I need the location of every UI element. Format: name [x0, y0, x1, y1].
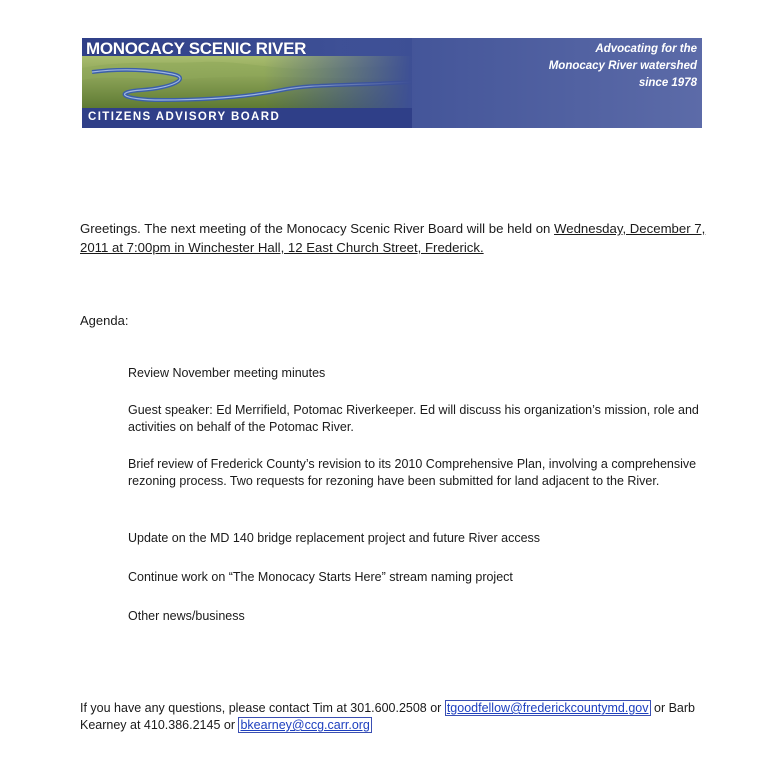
- contact-paragraph: [80, 700, 730, 734]
- email-link-tgoodfellow[interactable]: tgoodfellow@frederickcountymd.gov: [446, 701, 649, 715]
- greeting-paragraph: [80, 219, 720, 257]
- tagline-line-3: since 1978: [638, 77, 697, 89]
- greeting-text: Greetings. The next meeting of the Monocacy Scenic River Board will be held on: [80, 221, 555, 236]
- contact-text-2: or Barb Kearney at 410.386.2145 or: [80, 701, 695, 732]
- tagline-line-1: Advocating for the: [595, 43, 697, 55]
- agenda-item-other-business: Other news/business: [128, 609, 245, 623]
- agenda-item-bridge-update: Update on the MD 140 bridge replacement project and future River access: [128, 531, 541, 545]
- banner-title: MONOCACY SCENIC RIVER: [86, 39, 307, 58]
- agenda-item-comprehensive-plan: Brief review of Frederick County’s revision to its 2010 Comprehensive Plan, involving a comprehensive rezoning process. Two requests for rezoning have been submitted for land adjacent to the River.: [128, 457, 697, 488]
- agenda-item-guest-speaker: Guest speaker: Ed Merrifield, Potomac Riverkeeper. Ed will discuss his organization’s mission, role and activities on behalf of the Potomac River.: [128, 403, 699, 434]
- header-banner: [82, 38, 702, 128]
- contact-text-1: If you have any questions, please contact Tim at 301.600.2508 or: [80, 701, 445, 715]
- agenda-heading: Agenda:: [80, 313, 129, 328]
- agenda-item-stream-naming: Continue work on “The Monocacy Starts Here” stream naming project: [128, 570, 513, 584]
- meeting-details: Wednesday, December 7, 2011 at 7:00pm in Winchester Hall, 12 East Church Street, Frederick.: [80, 221, 706, 255]
- email-link-bkearney[interactable]: bkearney@ccg.carr.org: [240, 718, 370, 732]
- tagline-line-2: Monocacy River watershed: [548, 60, 697, 72]
- banner-tagline: [549, 41, 697, 92]
- agenda-item-minutes: Review November meeting minutes: [128, 366, 326, 380]
- banner-subtitle: CITIZENS ADVISORY BOARD: [88, 111, 281, 123]
